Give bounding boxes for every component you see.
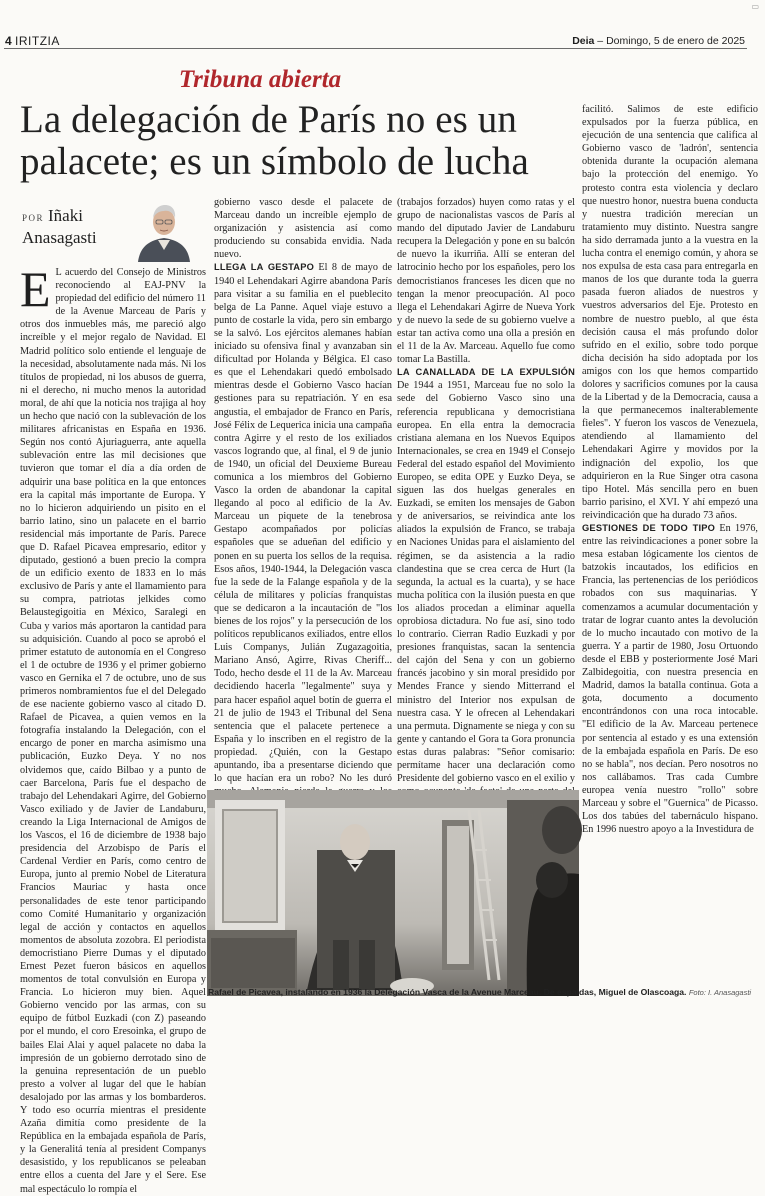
headline: La delegación de París no es un palacete; es un símbolo de lucha	[20, 98, 529, 183]
page-header-left	[5, 34, 60, 48]
article-column-1	[20, 261, 206, 1195]
historical-photo	[207, 790, 579, 996]
page-number: 4	[5, 34, 12, 48]
caption-text: Rafael de Picavea, instalando en 1936 la Delegación Vasca de la Avenue Marceau. De espaldas, Miguel de Olascoaga.	[208, 987, 687, 997]
column3-paragraph-2-text: De 1944 a 1951, Marceau fue no solo la sede del Gobierno Vasco sino una referencia republicana y democristiana europea. En ella entra la democracia cristiana alemana en los Nuevos Equipos Internacionales, se crea en 1949 el Consejo Federal del estado español del Movimiento Europeo, se edita OPE y Euzko Deya, se siguen las dos huelgas generales en Euzkadi, se emiten los mensajes de Gabon y de aniversarios, se reivindica ante los aliados la expulsión de Franco, se trabaja en Naciones Unidas para el aislamiento del régimen, se da asistencia a la radio clandestina que se crea cerca de Hurt (la segunda, la actual es la cuarta), y se hace mucha política con la ilusión puesta en que los aliados procedan a eliminar aquella oprobiosa dictadura. No fue así, sino todo lo contrario. Cierran Radio Euzkadi y por presiones franquistas, sacan la sentencia del cajón del Sena y con un gobierno francés jacobino y sin moral presidido por Mendes France y siendo Mitterrand el ministro del Interior nos expulsan de nuestra casa. Y le ofrecen al Lehendakari una permuta. Dignamente se niega y con su gente y cantando el Gora ta Gora pronuncia estas duras palabras: "Señor comisario: permítame hacer una declaración como Presidente del gobierno vasco en el exilio y	[397, 380, 575, 785]
subhead-canallada-expulsion: LA CANALLADA DE LA EXPULSIÓN	[397, 367, 575, 378]
column2-paragraph-2-text: El 8 de mayo de 1940 el Lehendakari Agirre abandona París para visitar a su familia en el pueblecito belga de La Panne. Aquel viaje estuvo a punto de costarle la vida, pero sin embargo se la salvó. Los ejércitos alemanes habían iniciado su ofensiva final y avanzaban sin dificultad por Holanda y Bélgica. El caso es que el Lehendakari quedó embolsado mientras desde el Gobierno Vasco hacían gestiones para su repatriación. Y en esa angustia, el embajador de Franco en París, José Félix de Lequerica inicia una campaña contra Agirre y el resto de los exiliados vascos logrando que, al final, el 9 de junio de 1940, un oficial del Deuxieme Bureau comunica a los miembros del Gobierno Vasco la orden de abandonar la capital llegando al poco al edificio de la Av. Marceau un piquete de la tenebrosa Gestapo acompañados por policías españoles que se adueñan del edificio y ponen en su puerta los sellos de la requisa. Esos años, 1940-1944, la Delegación vasca fue la sede de la Falange española y de la célula de militares y policías franquistas que se dedicaron a la incautación de "los bienes de los rojos" y la persecución de los políticos republicanos exiliados, entre ellos Luis Companys, Julián Zugazagoitia, Mariano Ansó, Agirre, Rivas Cheriff... Todo, hecho desde el 11 de la Av. Marceau decidiendo hacerla "legalmente" suya y para hacer español aquel botín de guerra el 21 de julio de 1943 el Tribunal del Sena sentencia que el palacete pertenece a España y lo inscriben en el registro de la propiedad. ¿Quién, con la Gestapo apuntando, iba a presentarse diciendo que lo que hacían era un robo? No les duró	[214, 262, 392, 785]
subhead-llega-la-gestapo: LLEGA LA GESTAPO	[214, 262, 315, 273]
corner-mark: ▭	[751, 2, 759, 11]
subhead-gestiones-de-todo-tipo: GESTIONES DE TODO TIPO	[582, 523, 716, 533]
author-portrait	[132, 196, 196, 262]
photo-caption	[208, 987, 752, 998]
photo-credit: Foto: I. Anasagasti	[688, 988, 752, 997]
column4-paragraph-1: facilitó. Salimos de este edificio expulsados por la fuerza pública, en ejecución de una sentencia que califica al Gobierno vasco de 'ladrón', sentencia obtenida durante la ocupación alemana bajo la protección del enemigo. Yo protesto contra esta violencia y declaro que nuestro honor, nuestra buena conducta y nuestra tradición merecían un tratamiento muy distinto. Nuestra sangre ha sido derramada junto a la vuestra en la lucha contra el enemigo común, y ahora se nos expulsa de esta casa para entregarla en manos de los que durante toda la guerra pasada fueron aliados de nuestros y vuestros adversarios del Eje. Protesto en nombre de nuestro pueblo, al que ésta decisión causa el más profundo dolor sufrido en el exilio, sobre todo porque dicha decisión ha sido adoptada por los amigos con los que hemos compartido dolores y sacrificios comunes por la causa de la Libertad y de la Democracia, causa a la que permanecemos inalterablemente fieles". Y fueron los vascos de Venezuela, atendiendo al llamamiento del Lehendakari Agirre y movidos por la indignación del expolio, los que adquirieron en la Rue Singer otra casona tipo Hotel. Más sencilla pero en buen barrio parisino, el XVI. Y ahí empezó una reivindicación que ha durado 73 años.	[582, 104, 758, 521]
drop-cap: E	[20, 261, 51, 317]
author-first-name: Iñaki	[48, 206, 83, 225]
section-kicker: Tribuna abierta	[178, 66, 342, 93]
header-rule	[4, 48, 747, 49]
byline	[22, 206, 132, 248]
page-header-right	[572, 35, 745, 47]
column2-paragraph-1: gobierno vasco desde el palacete de Marceau dando un increíble ejemplo de organización y asistencia así como produciendo su consabida envidia. Nada nuevo.	[214, 197, 392, 261]
article-column-4	[582, 103, 758, 997]
author-last-name: Anasagasti	[22, 228, 97, 247]
column1-text: L acuerdo del Consejo de Ministros reconociendo al EAJ-PNV la propiedad del edificio del número 11 de la Avenue Marceau de París y otros dos inmuebles más, me pareció algo increíble y el mejor regalo de Navidad. El Madrid político solo entiende el lenguaje de la necesidad, absolutamente nada más. Ni los títulos de propiedad, ni los abusos de guerra, ni el derecho, ni mucho menos la autoridad moral, de ahí que la noticia nos trajiga al hoy un hecho que nació con la sublevación de los militares africanistas en España en 1936. Según nos contó Ajuriaguerra, ante aquella sublevación entre las mil decisiones que tuvieron que tomar el día a día orden de adquirir una base política en la que entonces era la capital más importante de Europa. Y no lo hicieron adquiriendo un pisito en el barrio latino, sino un palacete en el barrio residencial más importante de París. Parece que D. Rafael Picavea empresario, editor y diputado, gestionó a buen precio la compra de un edificio exento de 1833 en lo más exclusivo de París y ante el llamamiento para su compra, patriotas jelkides como Belaustegigoitia en México, Saralegi en Cuba y varios más aportaron la cantidad para su adquisición. Cuando al poco se aprobó el primer estatuto de autonomía en el Congreso el 1 de octubre de 1936 y el primer gobierno vasco en Gernika el 7 de octubre, uno de sus primeros nombramientos fue el del Delegado de ese naciente gobierno vasco al citado D. Rafael de Picavea, a quien vemos en la fotografía instalando la Delegación, con el encargo de poner en marcha asimismo una publicación, Euzko Deya. Y no nos olvidemos que, caído Bilbao y a punto de caer Barcelona, París fue el despacho de trabajo del Lehendakari Agirre, del Gobierno Vasco exiliado y de Javier de Landaburu, creando la Liga Internacional de Amigos de los Vascos, el 16 de diciembre de 1938 bajo presidencia del Arzobispo de París el Cardenal Verdier en París, como centro de Europa, junto al premio Nobel de Literatura Francios Mauriac y hasta once personalidades de este tenor participando como Comité Humanitario y organización legal de acción y contactos en aquellos momentos de absoluta zozobra. El periodista democristiano Pierre Dumas y el diputado Ernest Pezet fueron básicos en aquellos momentos de total convulsión en Europa y Francia. Lo hicieron muy bien. Aquel Gobierno vencido por las armas, con su equipo de fútbol Euzkadi (con Z) paseando por el mundo, el coro Eresoinka, el grupo de bailes Elai Alai y aquel palacete no daba la impresión de un gobierno derrotado sino de la genuina representación de un pueblo presto a volver al lugar del que le habían desalojado por las armas y los bombarderos. Y todo eso ocurría mientras el presidente Azaña dimitía como presidente de la República en la embajada española de París, y la Generalitá tenía al president Companys desasistido, y los republicanos se peleaban entre ellos a cuenta del Jare y el Sere. Ese mal espectáculo lo rompía el	[20, 267, 206, 1195]
column4-paragraph-2	[582, 522, 758, 836]
article-column-2	[214, 196, 392, 785]
column4-paragraph-2-text: En 1976, entre las reivindicaciones a poner sobre la mesa estaban lógicamente los cientos de batzokis incautados, los edificios en Francia, las pertenencias de los periódicos robados con sus maquinarias. Y comenzamos a acumular documentación y tratar de lograr cuanto antes la devolución de lo mucho incautado con motivo de la guerra. Y a partir de 1980, Josu Ortuondo desde el EBB y posteriormente José Mari Zalbidegoitia, con nuestra presencia en Madrid, damos la batalla continua. Gota a gota, documento a documento encontrándonos con una roca intocable. "El edificio de la Av. Marceau pertenece por sentencia al estado y es una extensión de la embajada española en París. De eso no se habla", nos decían. Pero nosotros no nos callábamos. Tras cada Cumbre europea venía nuestro "rollo" sobre Marceau y sobre el "Guernica" de Picasso. Los dos tabúes del tabernáculo hispano. En 1996 nuestro apoyo a la Investidura de	[582, 523, 758, 836]
column3-paragraph-1: (trabajos forzados) huyen como ratas y el grupo de nacionalistas vascos de París al mando del diputado Javier de Landaburu recupera la Delegación y pone en su balcón de nuevo la ikurriña. Allí se enteran del latrocinio hecho por los españoles, pero los democristianos franceses les dicen que no tengan la menor preocupación. Al poco llega el Lehendakari Agirre de Nueva York y de nuevo la sede de su gobierno vuelve a estar tan activa como una olla a presión en el 11 de la Av. Marceau. Aquello fue como tomar La Bastilla.	[397, 197, 575, 366]
byline-por: POR	[22, 213, 45, 223]
article-column-3	[397, 196, 575, 785]
column3-paragraph-2	[397, 366, 575, 824]
publication-date: – Domingo, 5 de enero de 2025	[594, 35, 745, 47]
column2-paragraph-2	[214, 261, 392, 824]
newspaper-brand: Deia	[572, 35, 595, 47]
section-name: IRITZIA	[15, 34, 60, 48]
